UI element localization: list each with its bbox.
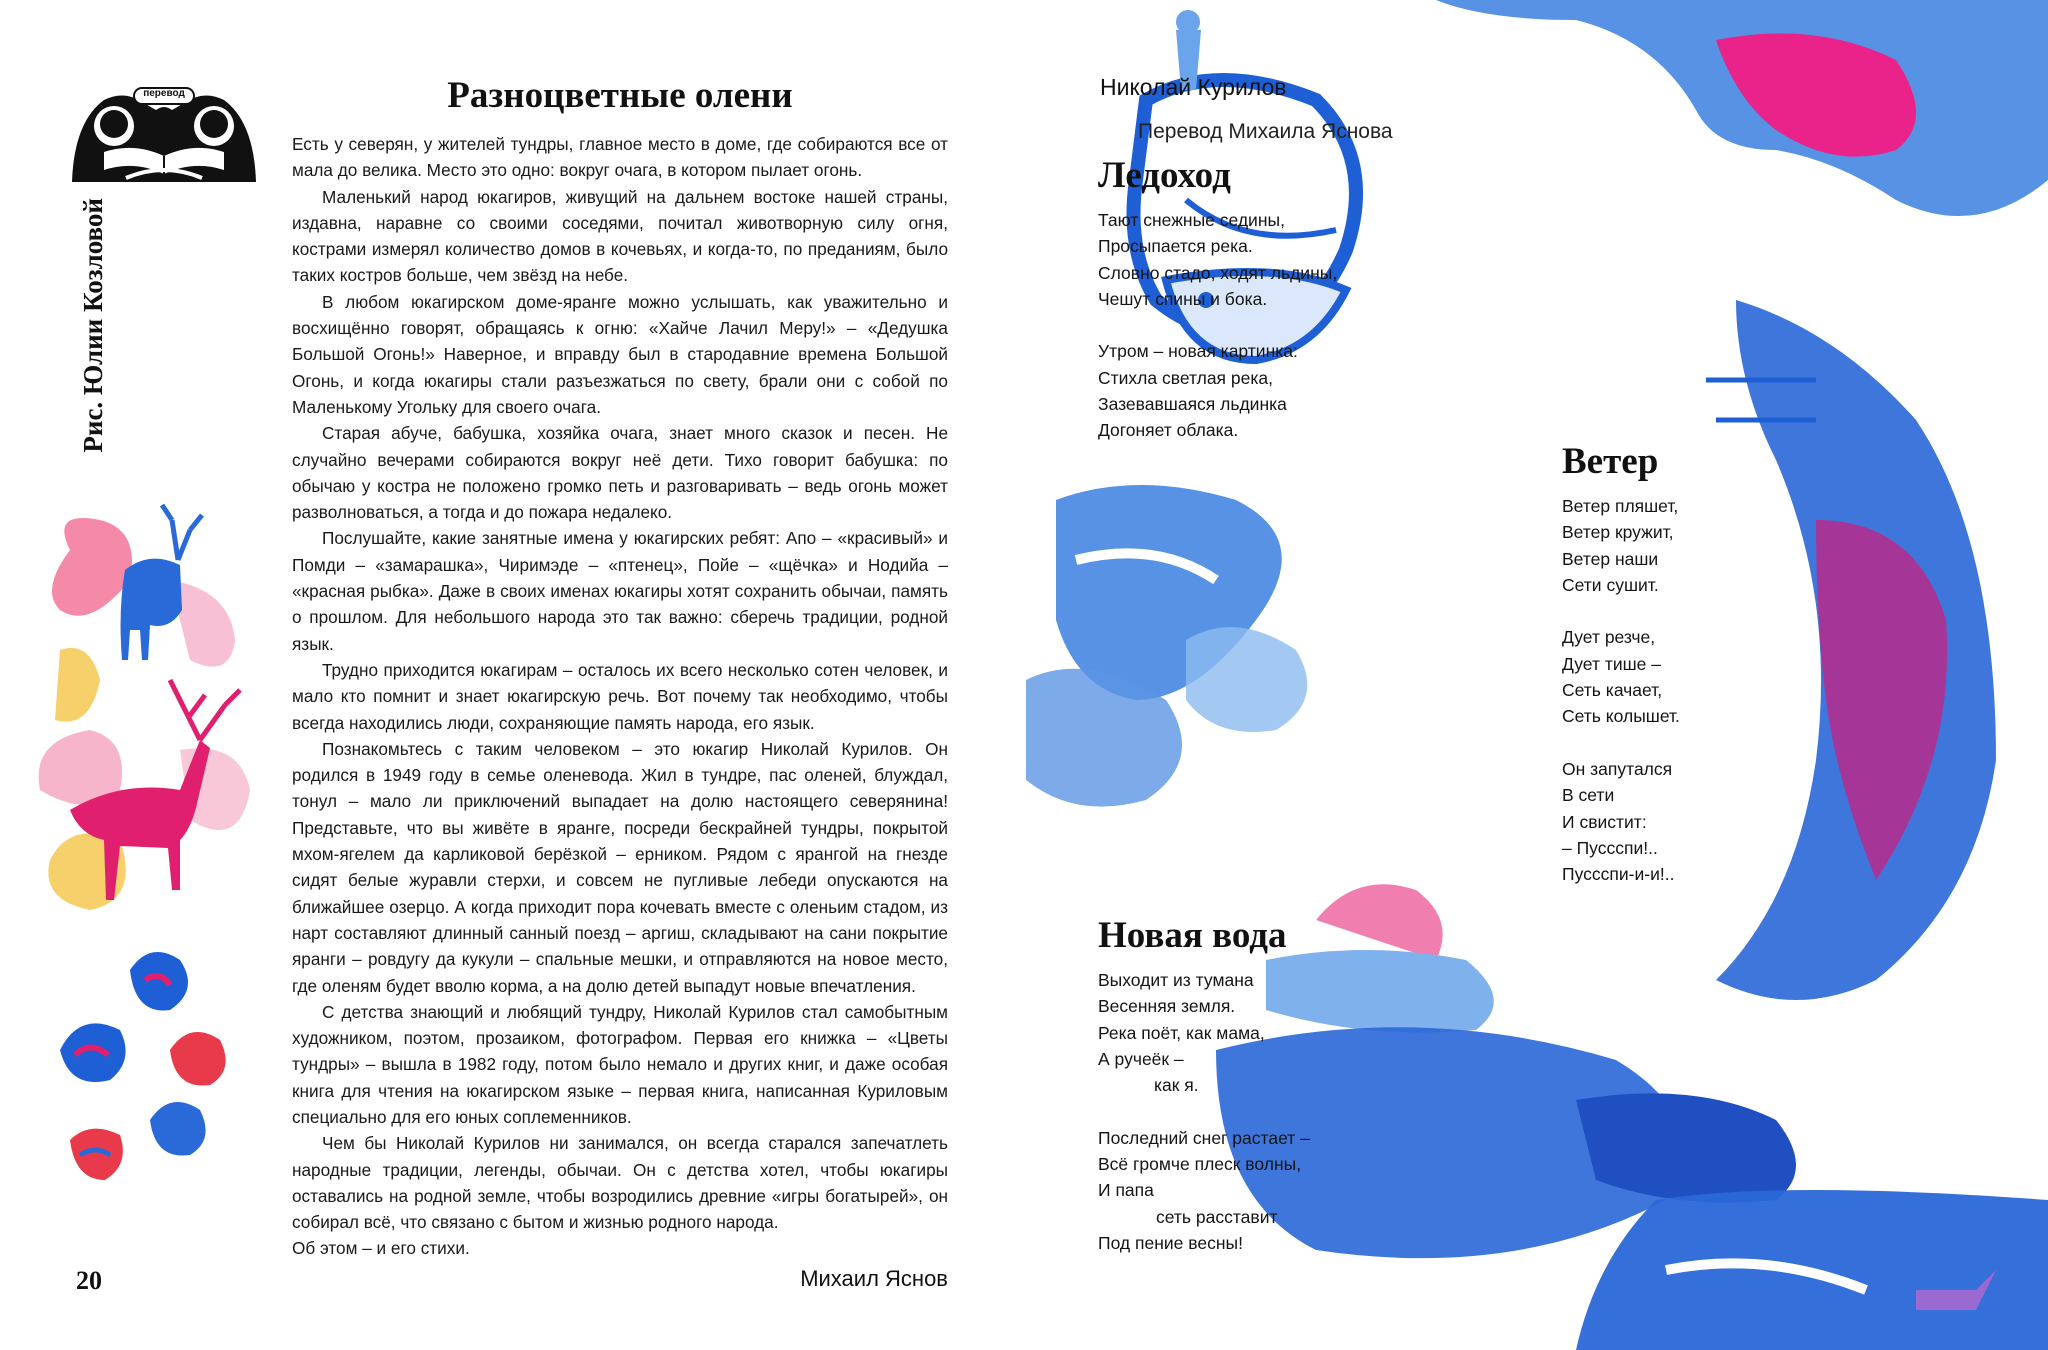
poem-title: Новая вода [1098, 915, 1287, 956]
poem-title: Ветер [1562, 441, 1659, 482]
poem-line: Река поёт, как мама, [1098, 1022, 1265, 1043]
poem-line: как я. [1154, 1075, 1199, 1096]
poem-author: Николай Курилов [1100, 74, 1287, 100]
stanza-gap [1562, 598, 1680, 624]
poem-wind [1562, 440, 1680, 887]
poem-line: Сети сушит. [1562, 574, 1659, 595]
stanza-gap [1098, 1098, 1310, 1124]
poem-line: Чешут спины и бока. [1098, 288, 1268, 309]
poem-line: Догоняет облака. [1098, 420, 1239, 441]
poem-line: Последний снег растает – [1098, 1127, 1310, 1148]
stanza-gap [1562, 730, 1680, 756]
sun-icon [1316, 884, 1443, 960]
poem-line: И свистит: [1562, 811, 1647, 832]
blue-blot-icon [130, 952, 188, 1011]
article-signature: Михаил Яснов [800, 1265, 948, 1291]
poem-line: Всё громче плеск волны, [1098, 1154, 1302, 1175]
translation-section-logo [64, 82, 264, 188]
poem-line: Ветер наши [1562, 548, 1659, 569]
deer-illustration [30, 490, 270, 1220]
poem-line: Стихла светлая река, [1098, 367, 1273, 388]
article-paragraph: Чем бы Николай Курилов ни занимался, он всегда старался запечатлеть народные традиции, легенды, обычаи. Он с детства хотел, чтобы юкагиры оставались на родной земле, чтобы возродились древние «игры богатырей», он собирал всё, что связано с бытом и жизнью родного народа. [292, 1133, 948, 1233]
article-title: Разноцветные олени [447, 75, 793, 116]
article-paragraph: Послушайте, какие занятные имена у юкагирских ребят: Апо – «красивый» и Помди – «замарашка», Чиримэде – «птенец», Пойе – «щёчка» и Нодийа – «красная рыбка». Даже в своих именах юкагиры хотят сохранить обычаи, память о прошлом. Для небольшого народа это так важно: сберечь традиции, родной язык. [292, 528, 948, 654]
article-paragraph: Познакомьтесь с таким человеком – это юкагир Николай Курилов. Он родился в 1949 году в семье оленевода. Жил в тундре, пас оленей, блуждал, тонул – мало ли приключений выпадает на долю настоящего северянина! Представьте, что вы живёте в яранге, посреди бескрайней тундры, покрытой мхом-ягелем да карликовой берёзкой – ерником. Рядом с ярангой на гнезде сидят белые журавли стерхи, и совсем не пугливые лебеди опускаются на ближайшее озерцо. А когда приходит пора кочевать вместе с оленьим стадом, из нарт составляют длинный санный поезд – аргиш, складывают на сани покрытие яранги – ровдугу да кукули – спальные мешки, и отправляются на новое место, где оленям будет вволю корма, а на долю детей выпадут новые впечатления. [292, 738, 948, 996]
article-paragraph: Старая абуче, бабушка, хозяйка очага, знает много сказок и песен. Не случайно вечерами собираются вокруг неё дети. Тихо говорит бабушка: по обычаю у костра не положено громко петь и разговаривать – ведь огонь может разволноваться, а тогда и до пожара недалеко. [292, 423, 948, 523]
article [292, 74, 948, 1292]
poem-line: Выходит из тумана [1098, 970, 1254, 990]
poem-line: сеть расставит [1156, 1206, 1278, 1227]
article-paragraph: Трудно приходится юкагирам – осталось их всего несколько сотен человек, и мало кто помнит и знает юкагирскую речь. Вот почему так необходимо, чтобы всегда находились люди, сохраняющие память народа, его язык. [292, 659, 948, 733]
stanza-gap [1098, 312, 1337, 338]
article-paragraph: Об этом – и его стихи. [292, 1238, 470, 1259]
red-blot-icon [170, 1032, 226, 1086]
poem-line: Ветер кружит, [1562, 522, 1674, 543]
blue-blot-icon [150, 1102, 206, 1156]
poem-line: Весенняя земля. [1098, 996, 1236, 1017]
article-body [292, 131, 948, 1262]
poem-line: Словно стадо, ходят льдины, [1098, 262, 1338, 283]
logo-label: перевод [143, 88, 185, 99]
poem-line: – Пуссспи!.. [1562, 837, 1658, 858]
poem-line: Он запутался [1562, 758, 1673, 779]
poem-line: И папа [1098, 1180, 1154, 1201]
page-number: 20 [76, 1266, 102, 1295]
poem-icebreak [1098, 154, 1337, 444]
poem-line: Дует тише – [1562, 653, 1661, 674]
red-blot-icon [70, 1129, 123, 1180]
illustration-credit-text: Рис. Юлии Козловой [77, 197, 108, 453]
article-paragraph: С детства знающий и любящий тундру, Николай Курилов стал самобытным художником, поэтом, прозаиком, фотографом. Первая его книжка – «Цветы тундры» – вышла в 1982 году, потом было немало и других книг, и даже особая книга для чтения на юкагирском языке – первая книга, написанная Куриловым специально для его юных соплеменников. [292, 1001, 948, 1127]
poem-line: В сети [1562, 785, 1615, 806]
poem-line: Зазевавшаяся льдинка [1098, 394, 1287, 415]
poem-line: Сеть колышет. [1562, 706, 1680, 727]
poem-line: Утром – новая картинка: [1098, 341, 1298, 362]
poem-new-water [1098, 914, 1310, 1256]
blue-blot-icon [60, 1023, 126, 1082]
poem-line: А ручеёк – [1098, 1048, 1184, 1069]
poem-title: Ледоход [1098, 155, 1231, 196]
poem-line: Ветер пляшет, [1562, 496, 1679, 516]
poem-line: Просыпается река. [1098, 236, 1253, 257]
poem-line: Пуссспи-и-и!.. [1562, 864, 1675, 885]
article-paragraph: Маленький народ юкагиров, живущий на дальнем востоке нашей страны, издавна, наравне со своими соседями, почитал животворную силу огня, кострами измерял количество домов в кочевьях, и когда-то, по преданиям, было таких костров больше, чем звёзд на небе. [292, 186, 948, 286]
article-paragraph: Есть у северян, у жителей тундры, главное место в доме, где собираются все от мала до велика. Место это одно: вокруг очага, в котором пылает огонь. [292, 134, 948, 181]
poem-translator: Перевод Михаила Яснова [1138, 120, 1393, 143]
poem-line: Под пение весны! [1098, 1232, 1243, 1253]
illustration-credit [62, 197, 124, 453]
poem-line: Дует резче, [1562, 627, 1656, 648]
article-paragraph: В любом юкагирском доме-яранге можно услышать, как уважительно и восхищённо говорят, обращаясь к огню: «Хайче Лачил Меру!» – «Дедушка Большой Огонь!» Наверное, и вправду был в стародавние времена Большой Огонь, и когда юкагиры стали разъезжаться по свету, брали они с собой по Маленькому Угольку для своего очага. [292, 291, 948, 417]
poem-line: Тают снежные седины, [1098, 210, 1285, 230]
poem-line: Сеть качает, [1562, 680, 1663, 701]
